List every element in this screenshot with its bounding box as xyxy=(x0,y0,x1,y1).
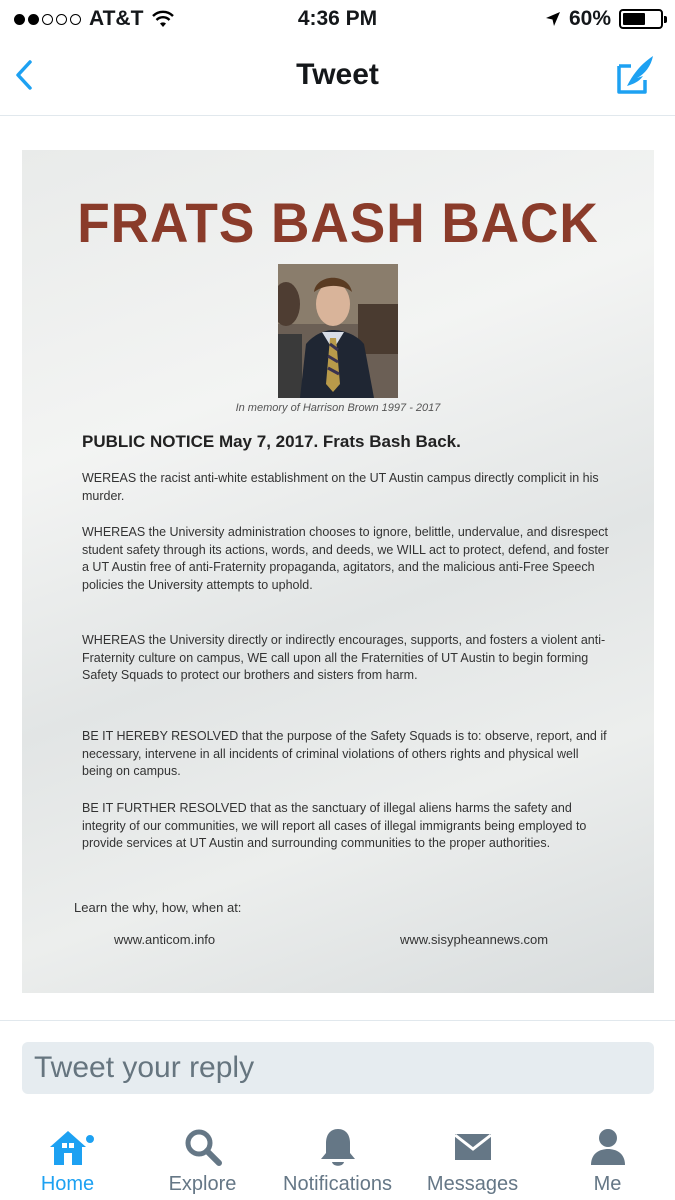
status-bar xyxy=(0,0,675,38)
paragraph-resolved-2: BE IT FURTHER RESOLVED that as the sanctuary of illegal aliens harms the safety and integrity of our communities, we will report all cases of illegal immigrants being employed to provide services at UT Austin and surrounding communities to the proper authorities. xyxy=(82,801,587,850)
memorial-photo xyxy=(278,264,398,398)
person-icon xyxy=(586,1125,630,1169)
tab-home[interactable] xyxy=(0,1115,135,1200)
tab-label-home: Home xyxy=(40,1173,95,1195)
battery-percentage: 60% xyxy=(568,7,611,30)
url-sisypheannews: www.sisypheannews.com xyxy=(400,932,549,947)
reply-input[interactable] xyxy=(22,1042,654,1094)
paragraph-resolved-1: BE IT HEREBY RESOLVED that the purpose of the Safety Squads is to: observe, report, and if necessary, intervene in all incidents of criminal violations of others rights and physical well being on campus. xyxy=(82,729,607,778)
tab-explore[interactable] xyxy=(135,1115,270,1200)
search-icon xyxy=(181,1125,225,1169)
paragraph-whereas-1: WEREAS the racist anti-white establishment on the UT Austin campus directly complicit in his murder. xyxy=(82,471,599,503)
paragraph-whereas-2: WHEREAS the University administration chooses to ignore, belittle, undervalue, and disrespect student safety through its actions, words, and deeds, we WILL act to protect, defend, and foster a UT Austin free of anti-Fraternity propaganda, agitators, and the malicious anti-Free Speech policies the University attempts to uphold. xyxy=(82,525,609,592)
tab-bar xyxy=(0,1115,675,1200)
paragraph-whereas-3: WHEREAS the University directly or indirectly encourages, supports, and fosters a violent anti-Fraternity culture on campus, WE call upon all the Fraternities of UT Austin to begin forming Safety Squads to protect our brothers and sisters from harm. xyxy=(82,633,606,682)
compose-quill-icon[interactable] xyxy=(615,52,657,96)
tab-messages[interactable] xyxy=(405,1115,540,1200)
home-icon xyxy=(46,1125,90,1169)
notification-dot xyxy=(84,1133,96,1145)
carrier-label: AT&T xyxy=(89,7,144,30)
learn-more-text: Learn the why, how, when at: xyxy=(74,900,242,915)
tab-label-explore: Explore xyxy=(168,1173,237,1195)
tab-label-notifications: Notifications xyxy=(283,1173,392,1195)
poster-title: FRATS BASH BACK xyxy=(77,191,599,254)
battery-icon xyxy=(619,9,663,29)
status-time: 4:36 PM xyxy=(297,7,378,30)
tab-me[interactable] xyxy=(540,1115,675,1200)
notice-heading: PUBLIC NOTICE May 7, 2017. Frats Bash Back. xyxy=(82,432,461,451)
tab-notifications[interactable] xyxy=(270,1115,405,1200)
page-title: Tweet xyxy=(296,58,379,91)
status-right xyxy=(545,7,663,31)
tab-label-me: Me xyxy=(593,1173,622,1195)
bell-icon xyxy=(316,1125,360,1169)
reply-placeholder: Tweet your reply xyxy=(34,1051,255,1084)
divider xyxy=(0,1020,675,1021)
envelope-icon xyxy=(451,1125,495,1169)
navigation-bar xyxy=(0,38,675,116)
location-arrow-icon xyxy=(545,11,561,27)
photo-caption: In memory of Harrison Brown 1997 - 2017 xyxy=(235,402,441,414)
tweet-image[interactable] xyxy=(22,150,654,993)
tab-label-messages: Messages xyxy=(426,1173,519,1195)
url-anticom: www.anticom.info xyxy=(114,932,216,947)
poster-paper xyxy=(22,150,654,993)
